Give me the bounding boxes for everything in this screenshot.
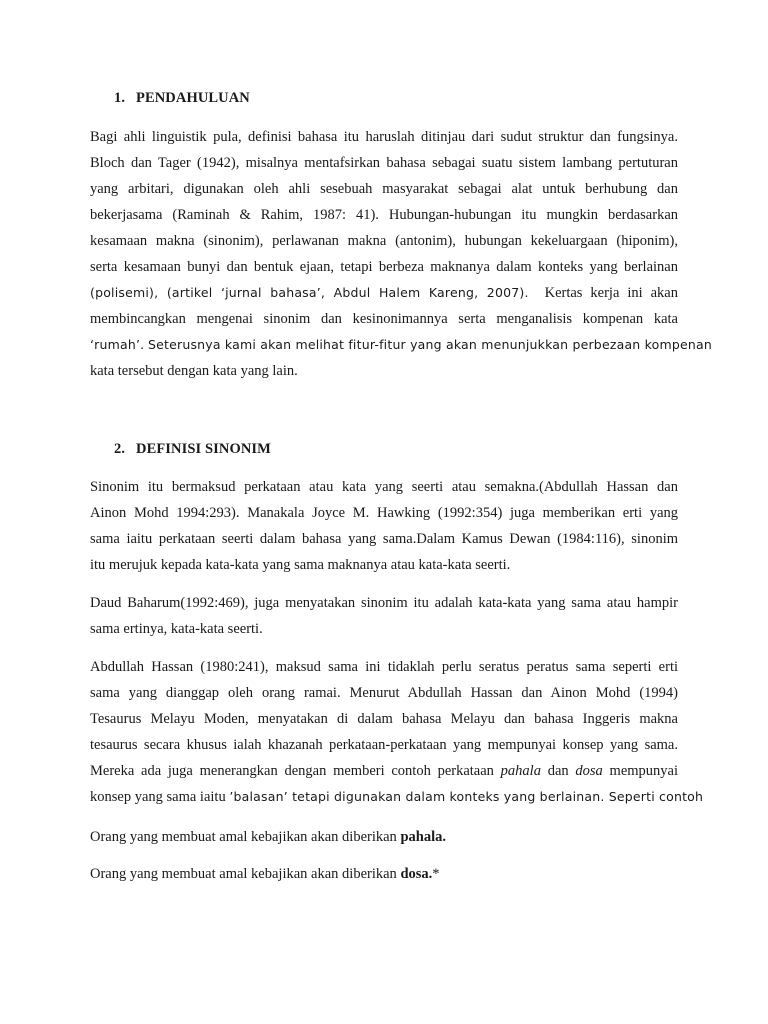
- paragraph-pendahuluan: [90, 124, 712, 384]
- italic-term-pahala: pahala: [500, 763, 541, 779]
- text-run: dan: [547, 763, 569, 779]
- text-line: sama yang dianggap oleh orang ramai. Menurut Abdullah Hassan dan Ainon Mohd (1994): [90, 685, 678, 701]
- example-sentence-1: [90, 829, 446, 846]
- text-line: kesamaan makna (sinonim), perlawanan makna (antonim), hubungan kekeluargaan (hiponim),: [90, 233, 678, 249]
- section-number: 2.: [114, 441, 126, 457]
- text-run: Kertas kerja ini akan: [544, 285, 678, 301]
- quoted-word: ‘rumah’.: [90, 337, 145, 352]
- example-bold-word: pahala.: [400, 829, 446, 845]
- paragraph-definisi-1: [90, 474, 678, 578]
- text-run: konsep yang sama iaitu: [90, 789, 226, 805]
- italic-term-dosa: dosa: [575, 763, 603, 779]
- citation-run: (polisemi), (artikel ‘jurnal bahasa’, Abdul Halem Kareng, 2007).: [90, 285, 529, 300]
- section-heading-definisi-sinonim: [114, 441, 271, 458]
- text-line: [90, 784, 704, 810]
- text-line: membincangkan mengenai sinonim dan kesinonimannya serta menganalisis kompenan kata: [90, 311, 678, 327]
- text-line: Daud Baharum(1992:469), juga menyatakan sinonim itu adalah kata-kata yang sama atau hampir: [90, 595, 678, 611]
- sans-text-run: ’balasan’ tetapi digunakan dalam konteks yang berlainan. Seperti contoh: [229, 789, 704, 804]
- text-run: mempunyai: [609, 763, 679, 779]
- text-line: yang arbitari, digunakan oleh ahli sesebuah masyarakat sebagai alat untuk berhubung dan: [90, 181, 678, 197]
- text-line: kata tersebut dengan kata yang lain.: [90, 363, 298, 379]
- text-line: [90, 758, 678, 784]
- text-line: [90, 332, 712, 358]
- asterisk-mark: *: [432, 866, 440, 882]
- example-text: Orang yang membuat amal kebajikan akan diberikan: [90, 866, 397, 882]
- text-line: Abdullah Hassan (1980:241), maksud sama ini tidaklah perlu seratus peratus sama seperti erti: [90, 659, 678, 675]
- example-sentence-2: [90, 866, 440, 883]
- text-line: sama ertinya, kata-kata seerti.: [90, 621, 263, 637]
- paragraph-definisi-2: [90, 590, 678, 642]
- text-line: Ainon Mohd 1994:293). Manakala Joyce M. Hawking (1992:354) juga memberikan erti yang: [90, 505, 678, 521]
- section-number: 1.: [114, 90, 126, 106]
- text-line: bekerjasama (Raminah & Rahim, 1987: 41). Hubungan-hubungan itu mungkin berdasarkan: [90, 207, 678, 223]
- example-text: Orang yang membuat amal kebajikan akan diberikan: [90, 829, 397, 845]
- paragraph-definisi-3: [90, 654, 704, 810]
- text-line: serta kesamaan bunyi dan bentuk ejaan, tetapi berbeza maknanya dalam konteks yang berlainan: [90, 259, 678, 275]
- text-run: Seterusnya kami akan melihat fitur-fitur yang akan menunjukkan perbezaan kompenan: [147, 337, 712, 352]
- text-line: tesaurus secara khusus ialah khazanah perkataan-perkataan yang mempunyai konsep yang sama.: [90, 737, 678, 753]
- text-line: Bagi ahli linguistik pula, definisi bahasa itu haruslah ditinjau dari sudut struktur dan fungsinya.: [90, 129, 678, 145]
- text-line: [90, 280, 678, 306]
- text-line: Bloch dan Tager (1942), misalnya mentafsirkan bahasa sebagai suatu sistem lambang pertuturan: [90, 155, 678, 171]
- text-line: Tesaurus Melayu Moden, menyatakan di dalam bahasa Melayu dan bahasa Inggeris makna: [90, 711, 678, 727]
- text-line: itu merujuk kepada kata-kata yang sama maknanya atau kata-kata seerti.: [90, 557, 511, 573]
- text-run: Mereka ada juga menerangkan dengan memberi contoh perkataan: [90, 763, 494, 779]
- text-line: Sinonim itu bermaksud perkataan atau kata yang seerti atau semakna.(Abdullah Hassan dan: [90, 479, 678, 495]
- section-heading-pendahuluan: [114, 90, 250, 107]
- example-bold-word: dosa.: [400, 866, 433, 882]
- text-line: sama iaitu perkataan seerti dalam bahasa yang sama.Dalam Kamus Dewan (1984:116), sinonim: [90, 531, 678, 547]
- section-title: PENDAHULUAN: [136, 90, 250, 106]
- section-title: DEFINISI SINONIM: [136, 441, 271, 457]
